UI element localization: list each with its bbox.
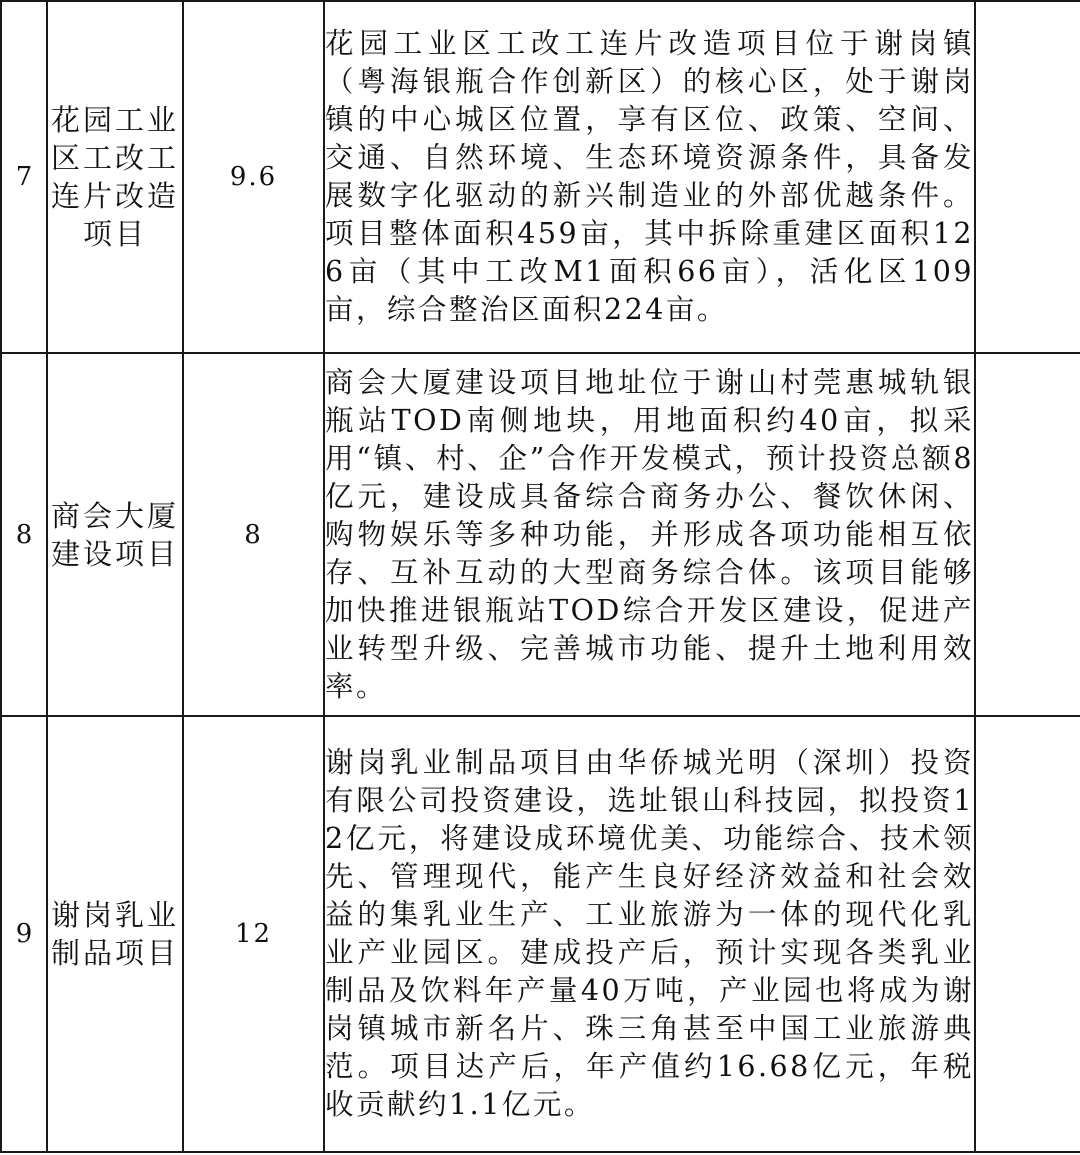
investment-amount: 8 [183,353,324,716]
row-number: 8 [1,353,47,716]
table-row [1,716,1080,1152]
project-description: 花园工业区工改工连片改造项目位于谢岗镇（粤海银瓶合作创新区）的核心区，处于谢岗镇的中心城区位置，享有区位、政策、空间、交通、自然环境、生态环境资源条件，具备发展数字化驱动的新兴制造业的外部优越条件。项目整体面积459亩，其中拆除重建区面积126亩（其中工改M1面积66亩），活化区109亩，综合整治区面积224亩。 [324,1,975,353]
project-name: 商会大厦建设项目 [47,353,183,716]
remarks-cell [975,716,1080,1152]
table-row [1,353,1080,716]
remarks-cell [975,1,1080,353]
table-row [1,1,1080,353]
investment-amount: 12 [183,716,324,1152]
project-name: 花园工业区工改工连片改造项目 [47,1,183,353]
row-number: 9 [1,716,47,1152]
remarks-cell [975,353,1080,716]
project-description: 谢岗乳业制品项目由华侨城光明（深圳）投资有限公司投资建设，选址银山科技园，拟投资12亿元，将建设成环境优美、功能综合、技术领先、管理现代，能产生良好经济效益和社会效益的集乳业生产、工业旅游为一体的现代化乳业产业园区。建成投产后，预计实现各类乳业制品及饮料年产量40万吨，产业园也将成为谢岗镇城市新名片、珠三角甚至中国工业旅游典范。项目达产后，年产值约16.68亿元，年税收贡献约1.1亿元。 [324,716,975,1152]
project-description: 商会大厦建设项目地址位于谢山村莞惠城轨银瓶站TOD南侧地块，用地面积约40亩，拟采用“镇、村、企”合作开发模式，预计投资总额8亿元，建设成具备综合商务办公、餐饮休闲、购物娱乐等多种功能，并形成各项功能相互依存、互补互动的大型商务综合体。该项目能够加快推进银瓶站TOD综合开发区建设，促进产业转型升级、完善城市功能、提升土地利用效率。 [324,353,975,716]
investment-amount: 9.6 [183,1,324,353]
project-name: 谢岗乳业制品项目 [47,716,183,1152]
row-number: 7 [1,1,47,353]
